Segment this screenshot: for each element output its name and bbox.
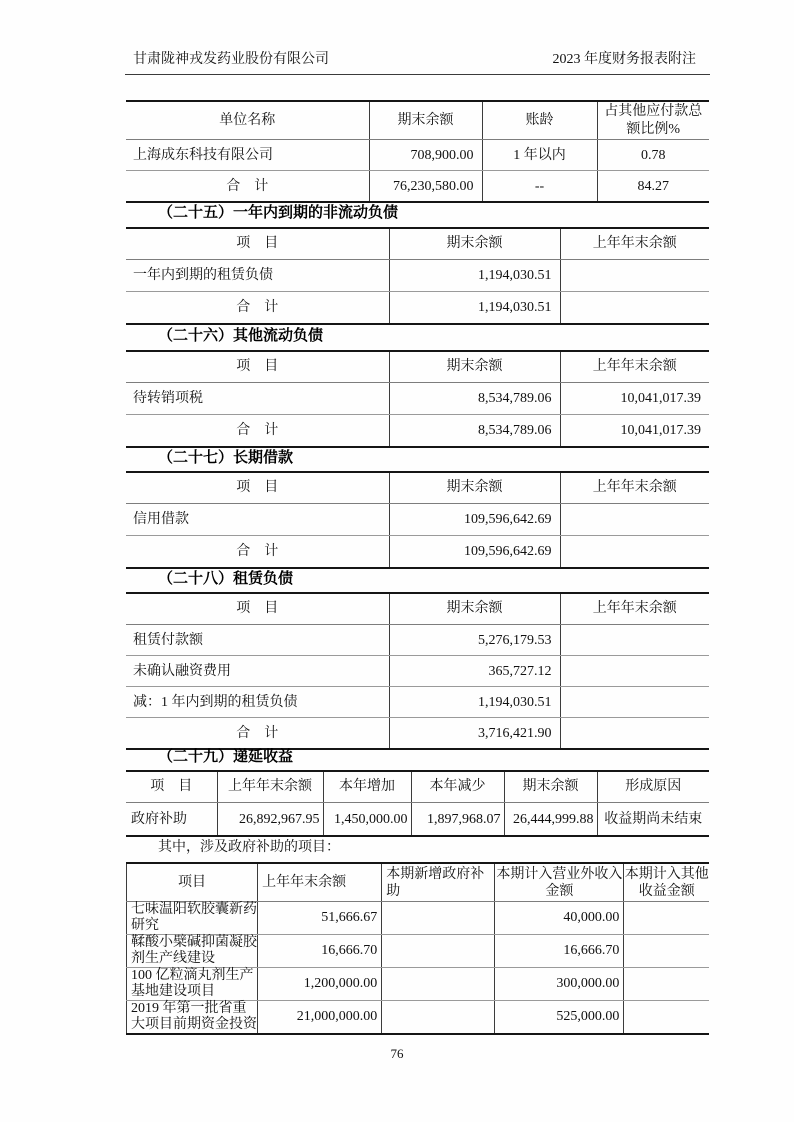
- cell: 收益期尚未结束: [597, 803, 709, 837]
- cell: 一年内到期的租赁负债: [126, 260, 389, 292]
- cell: [382, 902, 495, 935]
- cell: 1,450,000.00: [323, 803, 411, 837]
- cell: 1 年以内: [482, 140, 597, 171]
- column-header: 上年年末余额: [217, 771, 323, 803]
- table-row: [127, 935, 710, 968]
- cell: 政府补助: [126, 803, 217, 837]
- column-header: 项 目: [126, 472, 389, 504]
- column-header: 账龄: [482, 101, 597, 140]
- current-noncurrent-liabilities-table: [126, 227, 709, 325]
- cell: [560, 718, 709, 750]
- header-row: [126, 101, 709, 140]
- table-row: [126, 140, 709, 171]
- section-title-25: （二十五）一年内到期的非流动负债: [158, 205, 399, 221]
- cell: 300,000.00: [495, 968, 624, 1001]
- cell: [560, 687, 709, 718]
- column-header: 本期新增政府补助: [382, 863, 495, 902]
- column-header: 上年年末余额: [560, 593, 709, 625]
- column-header: 期末余额: [389, 472, 560, 504]
- cell: 减：1 年内到期的租赁负债: [126, 687, 389, 718]
- cell: [624, 1001, 709, 1035]
- column-header: 期末余额: [389, 228, 560, 260]
- cell: 51,666.67: [258, 902, 382, 935]
- cell: --: [482, 171, 597, 203]
- cell: 365,727.12: [389, 656, 560, 687]
- cell: 1,194,030.51: [389, 292, 560, 325]
- table-row: [126, 656, 709, 687]
- other-current-liabilities-table: [126, 350, 709, 448]
- table-row: [126, 687, 709, 718]
- cell: 26,892,967.95: [217, 803, 323, 837]
- cell: 1,200,000.00: [258, 968, 382, 1001]
- cell: 109,596,642.69: [389, 504, 560, 536]
- cell: [624, 902, 709, 935]
- cell: [624, 968, 709, 1001]
- total-row: [126, 171, 709, 203]
- column-header: 项 目: [126, 593, 389, 625]
- cell: 1,194,030.51: [389, 260, 560, 292]
- cell: 租赁付款额: [126, 625, 389, 656]
- column-header: 期末余额: [504, 771, 597, 803]
- subsidy-projects-table: [126, 862, 709, 1035]
- cell: [560, 625, 709, 656]
- column-header: 期末余额: [389, 593, 560, 625]
- table-row: [126, 504, 709, 536]
- total-row: [126, 415, 709, 448]
- column-header: 本期计入其他收益金额: [624, 863, 709, 902]
- table-row: [127, 1001, 710, 1035]
- header-row: [126, 351, 709, 383]
- cell: 5,276,179.53: [389, 625, 560, 656]
- column-header: 形成原因: [597, 771, 709, 803]
- table-row: [126, 383, 709, 415]
- section-title-27: （二十七）长期借款: [158, 450, 294, 466]
- lease-liabilities-table: [126, 592, 709, 750]
- column-header: 本期计入营业外收入金额: [495, 863, 624, 902]
- cell: 3,716,421.90: [389, 718, 560, 750]
- cell: 708,900.00: [369, 140, 482, 171]
- cell: 未确认融资费用: [126, 656, 389, 687]
- column-header: 期末余额: [389, 351, 560, 383]
- column-header: 占其他应付款总额比例%: [597, 101, 709, 140]
- cell: [624, 935, 709, 968]
- table-row: [126, 260, 709, 292]
- cell: 16,666.70: [258, 935, 382, 968]
- cell: 109,596,642.69: [389, 536, 560, 569]
- cell: 上海成东科技有限公司: [126, 140, 369, 171]
- column-header: 项目: [127, 863, 258, 902]
- column-header: 上年年末余额: [560, 351, 709, 383]
- cell: [560, 504, 709, 536]
- cell: 10,041,017.39: [560, 383, 709, 415]
- cell: [382, 968, 495, 1001]
- page-header: [125, 52, 710, 75]
- header-row: [126, 771, 709, 803]
- cell: 合 计: [126, 292, 389, 325]
- cell: 1,194,030.51: [389, 687, 560, 718]
- table-row: [127, 968, 710, 1001]
- cell: 40,000.00: [495, 902, 624, 935]
- long-term-borrowings-table: [126, 471, 709, 569]
- cell: 76,230,580.00: [369, 171, 482, 203]
- subsidy-note: 其中，涉及政府补助的项目：: [158, 840, 340, 855]
- total-row: [126, 536, 709, 569]
- cell: 525,000.00: [495, 1001, 624, 1035]
- column-header: 项 目: [126, 351, 389, 383]
- section-title-28: （二十八）租赁负债: [158, 571, 294, 587]
- column-header: 上年年末余额: [258, 863, 382, 902]
- column-header: 上年年末余额: [560, 472, 709, 504]
- cell: [560, 536, 709, 569]
- header-row: [127, 863, 710, 902]
- cell: 待转销项税: [126, 383, 389, 415]
- cell: 合 计: [126, 415, 389, 448]
- table-row: [126, 803, 709, 837]
- table-row: [127, 902, 710, 935]
- cell: 七味温阳软胶囊新药研究: [127, 902, 258, 935]
- cell: 合 计: [126, 171, 369, 203]
- section-title-26: （二十六）其他流动负债: [158, 328, 324, 344]
- cell: [560, 656, 709, 687]
- cell: [560, 292, 709, 325]
- cell: [560, 260, 709, 292]
- other-payables-table: [126, 100, 709, 203]
- total-row: [126, 292, 709, 325]
- column-header: 上年年末余额: [560, 228, 709, 260]
- company-name: 甘肃陇神戎发药业股份有限公司: [133, 52, 329, 67]
- column-header: 期末余额: [369, 101, 482, 140]
- cell: 26,444,999.88: [504, 803, 597, 837]
- cell: 21,000,000.00: [258, 1001, 382, 1035]
- cell: 2019 年第一批省重大项目前期资金投资: [127, 1001, 258, 1035]
- header-row: [126, 228, 709, 260]
- deferred-income-table: [126, 770, 709, 837]
- cell: 84.27: [597, 171, 709, 203]
- column-header: 项 目: [126, 771, 217, 803]
- column-header: 本年增加: [323, 771, 411, 803]
- section-title-29: （二十九）递延收益: [158, 749, 294, 765]
- cell: [382, 935, 495, 968]
- column-header: 项 目: [126, 228, 389, 260]
- page-number: 76: [390, 1046, 404, 1061]
- cell: 10,041,017.39: [560, 415, 709, 448]
- cell: 8,534,789.06: [389, 383, 560, 415]
- cell: [382, 1001, 495, 1035]
- cell: 1,897,968.07: [411, 803, 504, 837]
- cell: 合 计: [126, 718, 389, 750]
- report-title: 2023 年度财务报表附注: [552, 52, 696, 67]
- total-row: [126, 718, 709, 750]
- header-row: [126, 593, 709, 625]
- cell: 100 亿粒滴丸剂生产基地建设项目: [127, 968, 258, 1001]
- column-header: 单位名称: [126, 101, 369, 140]
- cell: 鞣酸小檗碱抑菌凝胶剂生产线建设: [127, 935, 258, 968]
- cell: 合 计: [126, 536, 389, 569]
- cell: 0.78: [597, 140, 709, 171]
- header-row: [126, 472, 709, 504]
- table-row: [126, 625, 709, 656]
- cell: 信用借款: [126, 504, 389, 536]
- cell: 16,666.70: [495, 935, 624, 968]
- cell: 8,534,789.06: [389, 415, 560, 448]
- column-header: 本年减少: [411, 771, 504, 803]
